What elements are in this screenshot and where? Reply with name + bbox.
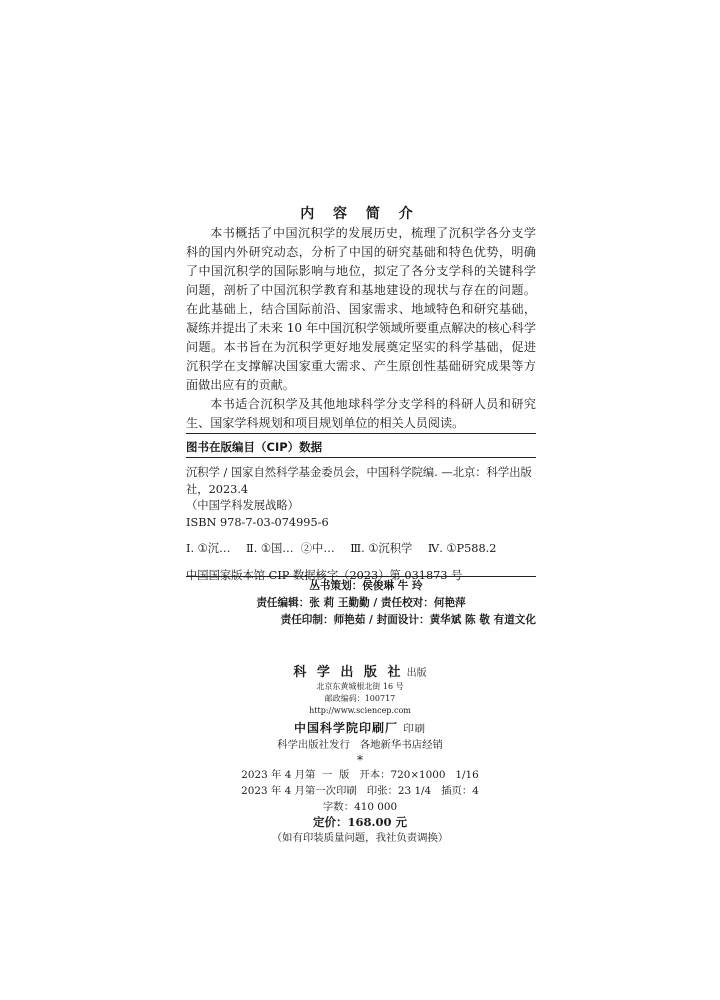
cip-record-number: 中国国家版本馆 CIP 数据核字（2023）第 031873 号: [186, 568, 463, 582]
summary-title: 内 容 简 介: [300, 206, 420, 222]
summary-text: [186, 224, 536, 433]
cip-bottom-rule: [186, 576, 536, 577]
printer-name: 中国科学院印刷厂: [294, 721, 399, 735]
cip-classification: [186, 541, 531, 558]
separator-star: *: [357, 753, 363, 767]
distribution-line: 科学出版社发行 各地新华书店经销: [277, 739, 443, 751]
publisher-url: http://www.sciencep.com: [309, 706, 411, 715]
cip-class-item: Ⅳ. ①P588.2: [427, 542, 497, 555]
word-count: 字数：410 000: [322, 801, 398, 813]
printer-line: [0, 721, 720, 737]
credit-print-design: 责任印制：师艳茹 / 封面设计：黄华斌 陈 敬 有道文化: [280, 614, 536, 626]
cip-top-rule: [186, 433, 536, 434]
editorial-credits: [186, 578, 536, 629]
cip-title-line: 沉积学 / 国家自然科学基金委员会，中国科学院编. —北京：科学出版: [186, 466, 532, 479]
cip-isbn: ISBN 978-7-03-074995-6: [186, 515, 329, 529]
publisher-suffix: 出版: [406, 668, 427, 679]
price: 定价：168.00 元: [312, 815, 407, 829]
credit-editors: 责任编辑：张 莉 王勤勤 / 责任校对：何艳萍: [256, 597, 466, 609]
credit-series-planner: 丛书策划：侯俊琳 牛 玲: [309, 580, 423, 592]
publication-info: [0, 665, 720, 846]
cip-class-item: Ⅱ. ①国… ②中…: [245, 542, 335, 555]
publisher-postcode: 邮政编码：100717: [324, 694, 396, 703]
cip-data-block: [186, 465, 531, 584]
cip-heading: 图书在版编目（CIP）数据: [186, 440, 323, 454]
summary-paragraph: 本书适合沉积学及其他地球科学分支学科的科研人员和研究生、国家学科规划和项目规划单位的相关人员阅读。: [186, 397, 536, 430]
cip-class-item: Ⅲ. ①沉积学: [350, 542, 413, 555]
publisher-line: [0, 665, 720, 681]
quality-notice: （如有印装质量问题，我社负责调换）: [271, 832, 449, 844]
publisher-address: 北京东黄城根北街 16 号: [316, 682, 404, 691]
publisher-name: 科 学 出 版 社: [293, 665, 404, 680]
cip-series: （中国学科发展战略）: [186, 499, 299, 512]
summary-paragraph: 本书概括了中国沉积学的发展历史，梳理了沉积学各分支学科的国内外研究动态，分析了中国的研究基础和特色优势，明确了中国沉积学的国际影响与地位，拟定了各分支学科的关键科学问题，剖析了中国沉积学教育和基地建设的现状与存在的问题。在此基础上，结合国际前沿、国家需求、地域特色和研究基础，凝练并提出了未来 10 年中国沉积学领域所要重点解决的核心科学问题。本书旨在为沉积学更好地发展奠定坚实的科学基础，促进沉积学在支撑解决国家重大需求、产生原创性基础研究成果等方面做出应有的贡献。: [186, 226, 536, 392]
cip-class-item: Ⅰ. ①沉…: [186, 542, 231, 555]
cip-title-line-cont: 社，2023.4: [186, 482, 249, 496]
edition-line: 2023 年 4 月第 一 版 开本：720×1000 1/16: [241, 769, 479, 781]
cip-heading-rule: [186, 457, 536, 458]
printer-suffix: 印刷: [403, 723, 426, 735]
printing-line: 2023 年 4 月第一次印刷 印张：23 1/4 插页：4: [241, 785, 479, 797]
